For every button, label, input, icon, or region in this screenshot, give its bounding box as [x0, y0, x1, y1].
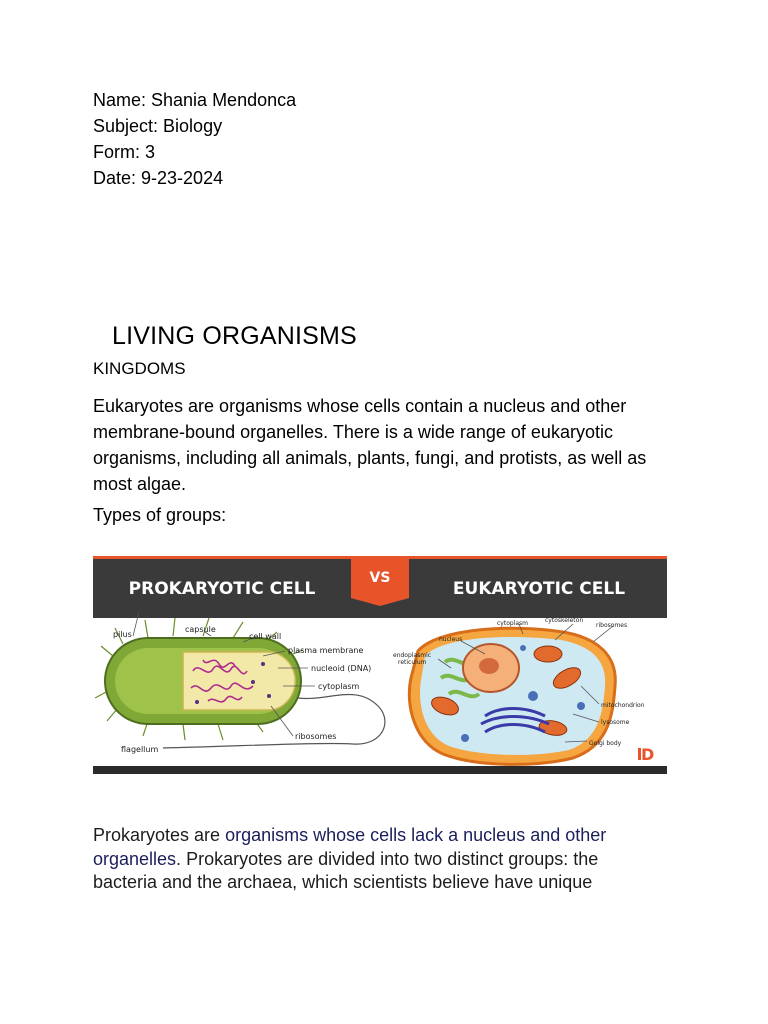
nucleus-label: nucleus [439, 636, 463, 643]
paragraph-line: membrane-bound organelles. There is a wide range of eukaryotic [93, 422, 613, 442]
golgi-label: Golgi body [589, 740, 622, 747]
date-line: Date: 9-23-2024 [93, 168, 224, 188]
cytoskeleton-label: cytoskeleton [545, 617, 584, 624]
paragraph-line: most algae. [93, 474, 187, 494]
nucleoid-label: nucleoid (DNA) [311, 664, 372, 673]
lysosome-label: lysosome [601, 719, 630, 726]
publisher-logo [638, 745, 654, 764]
prokaryotes-paragraph [93, 824, 606, 895]
cell-comparison-figure [93, 556, 667, 774]
nucleolus-shape [479, 658, 499, 674]
highlighted-definition: organisms whose cells lack a nucleus and other [225, 825, 607, 845]
paragraph-line: organisms, including all animals, plants, fungi, and protists, as well as [93, 448, 647, 468]
paragraph-text: Prokaryotes are [93, 825, 226, 845]
subject-line: Subject: Biology [93, 116, 223, 136]
vs-label: VS [369, 570, 391, 586]
student-info [93, 87, 296, 191]
page-title: LIVING ORGANISMS [112, 322, 357, 350]
cytoplasm-label: cytoplasm [497, 620, 528, 627]
section-heading: KINGDOMS [93, 359, 186, 378]
ribosomes-label: ribosomes [596, 622, 628, 629]
paragraph-line [93, 848, 606, 872]
eukaryotic-cell-illustration [393, 617, 645, 764]
paragraph-text: Prokaryotes are divided into two distinct groups: the [181, 848, 599, 869]
capsule-label: capsule [185, 625, 216, 634]
figure-footer-bar [93, 766, 667, 774]
cell-wall-label: cell wall [249, 632, 282, 641]
paragraph-line [93, 824, 606, 848]
prokaryotic-cell-illustration [95, 612, 385, 754]
cytoplasm-label: cytoplasm [318, 682, 360, 691]
logo-mark: D [641, 745, 655, 764]
cytoplasm-cutaway [183, 652, 295, 710]
eukaryotic-heading: EUKARYOTIC CELL [452, 579, 626, 599]
form-line: Form: 3 [93, 142, 156, 162]
cell-comparison-image [93, 556, 667, 774]
paragraph-line: Eukaryotes are organisms whose cells contain a nucleus and other [93, 396, 627, 416]
eukaryotes-paragraph [93, 393, 693, 497]
plasma-membrane-label: plasma membrane [288, 646, 364, 655]
logo-bar [638, 748, 641, 760]
prokaryotic-heading: PROKARYOTIC CELL [128, 579, 316, 599]
highlighted-definition: organelles. [93, 848, 182, 869]
pilus-label: pilus [113, 630, 132, 639]
flagellum-label: flagellum [121, 745, 159, 754]
mitochondrion-label: mitochondrion [601, 702, 645, 709]
name-line: Name: Shania Mendonca [93, 90, 297, 110]
ribosomes-label: ribosomes [295, 732, 337, 741]
er-label-line2: reticulum [398, 659, 427, 666]
paragraph-line: bacteria and the archaea, which scientists believe have unique [93, 872, 593, 892]
types-label: Types of groups: [93, 505, 227, 525]
er-label-line1: endoplasmic [393, 652, 432, 659]
